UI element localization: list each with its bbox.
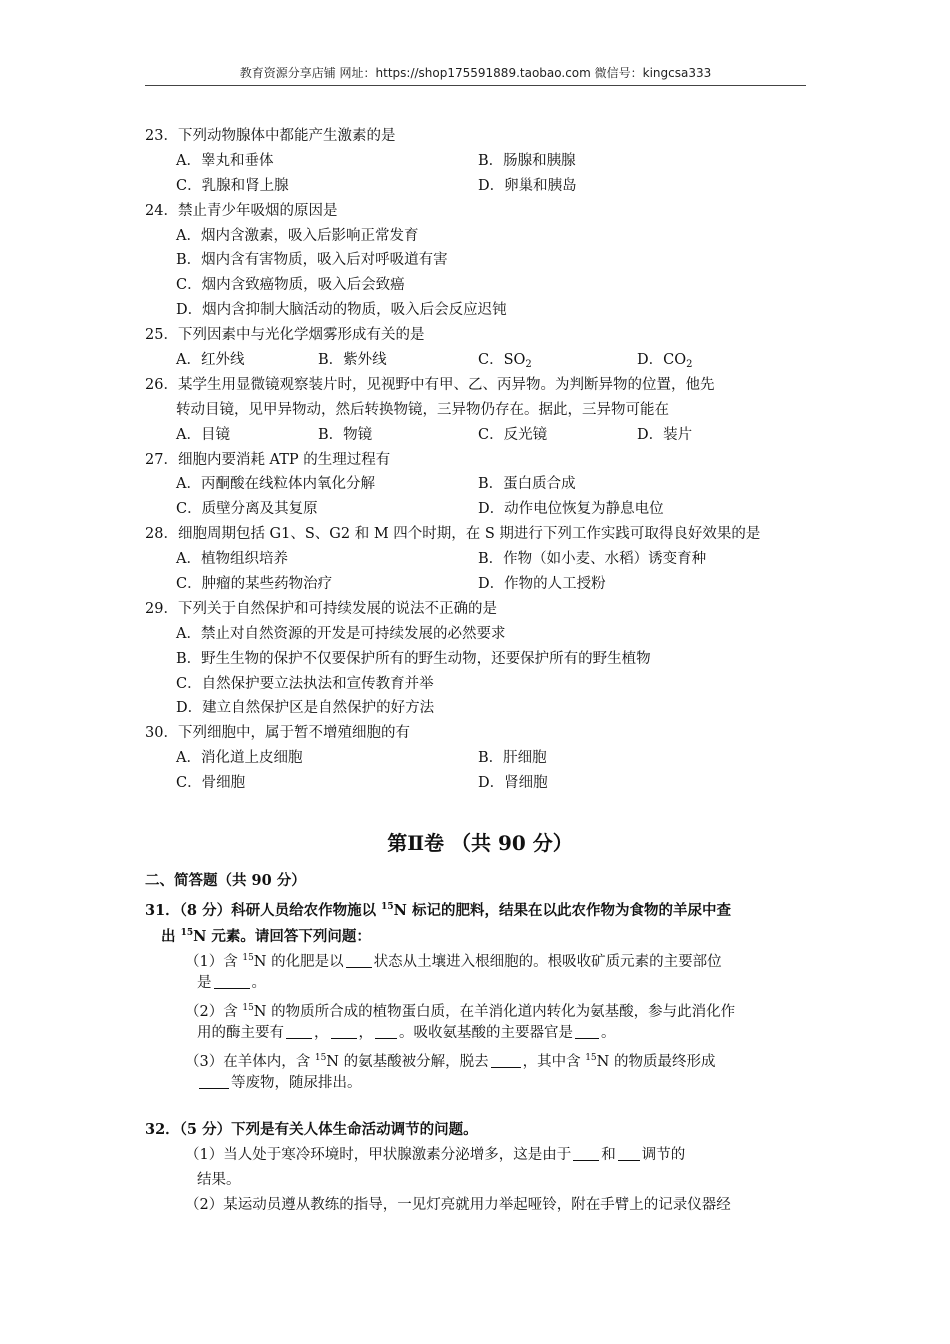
answer-blank[interactable]: [331, 1024, 357, 1039]
question-31-part3-line2: [145, 1071, 815, 1096]
question-30-options-row1: [145, 746, 815, 771]
q31-p2-d: 。吸收氨基酸的主要器官是: [399, 1024, 573, 1041]
option-30-b: B．肝细胞: [478, 750, 547, 767]
q31-p1-e: 。: [251, 974, 266, 991]
question-26-options: [145, 423, 815, 448]
option-29-c: C．自然保护要立法执法和宣传教育并举: [176, 675, 434, 692]
question-29-stem: 29．下列关于自然保护和可持续发展的说法不正确的是: [145, 600, 497, 617]
option-25-b: B．紫外线: [318, 352, 387, 369]
option-29-a: A．禁止对自然资源的开发是可持续发展的必然要求: [176, 625, 506, 642]
option-26-b: B．物镜: [318, 426, 373, 443]
option-30-c: C．骨细胞: [176, 775, 246, 792]
q31-p2-e: 。: [601, 1024, 616, 1041]
q31-p1-c: 状态从土壤进入根细胞的。根吸收矿质元素的主要部位: [373, 954, 722, 971]
option-28-a: A．植物组织培养: [176, 551, 288, 568]
option-24-a: A．烟内含激素，吸入后影响正常发育: [176, 227, 419, 244]
q31-p3-d: N 的物质最终形成: [596, 1053, 716, 1070]
option-24-d: D．烟内含抑制大脑活动的物质，吸入后会反应迟钝: [176, 302, 507, 319]
q31-p2-a: （2）含: [185, 1003, 243, 1020]
answer-blank[interactable]: [491, 1053, 521, 1068]
option-29-b: B．野生生物的保护不仅要保护所有的野生动物，还要保护所有的野生植物: [176, 650, 651, 667]
option-30-d: D．肾细胞: [478, 775, 548, 792]
question-30-stem: 30．下列细胞中，属于暂不增殖细胞的有: [145, 725, 410, 742]
answer-blank[interactable]: [199, 1074, 229, 1089]
option-25-c-text: C．SO: [478, 352, 526, 369]
question-31-head-line2: [145, 920, 815, 946]
q31-p3-sup: 15: [314, 1052, 327, 1063]
q32-p1-b: 和: [601, 1147, 616, 1164]
question-25-stem: 25．下列因素中与光化学烟雾形成有关的是: [145, 327, 425, 344]
option-23-b: B．肠腺和胰腺: [478, 152, 576, 169]
option-27-b: B．蛋白质合成: [478, 476, 576, 493]
q31-head2-b: N 元素。请回答下列问题：: [193, 928, 371, 946]
question-32-head: 32．（5 分）下列是有关人体生命活动调节的问题。: [145, 1121, 478, 1139]
answer-blank[interactable]: [618, 1146, 640, 1161]
section-2-heading: 二、简答题（共 90 分）: [145, 872, 306, 890]
question-31-part3-line1: [145, 1046, 815, 1071]
q31-head1-sup: 15: [381, 902, 394, 913]
q31-head2-sup: 15: [180, 928, 194, 939]
answer-blank[interactable]: [346, 953, 372, 968]
option-23-a: A．睾丸和垂体: [176, 152, 274, 169]
part-2-title: 第Ⅱ卷 （共 90 分）: [387, 831, 573, 856]
question-25-options: [145, 348, 815, 373]
question-27-options-row1: [145, 472, 815, 497]
question-31-part2-line1: [145, 996, 815, 1021]
q31-p3-c: ，其中含: [522, 1053, 586, 1070]
option-23-d: D．卵巢和胰岛: [478, 177, 577, 194]
question-30-options-row2: [145, 771, 815, 796]
question-26-stem-line2: 转动目镜，见甲异物动，然后转换物镜，三异物仍存在。据此，三异物可能在: [176, 401, 669, 418]
question-32-part1-line2: 结果。: [197, 1172, 241, 1189]
option-26-a: A．目镜: [176, 426, 230, 443]
question-23-options-row1: [145, 149, 815, 174]
question-31-part2-line2: [145, 1021, 815, 1046]
page-header: 教育资源分享店铺 网址：https://shop175591889.taobao.com 微信号：kingcsa333: [145, 64, 806, 86]
question-23-options-row2: [145, 174, 815, 199]
option-27-a: A．丙酮酸在线粒体内氧化分解: [176, 476, 375, 493]
question-28-options-row1: [145, 547, 815, 572]
q32-p1-c: 调节的: [641, 1147, 686, 1164]
question-27-stem: 27．细胞内要消耗 ATP 的生理过程有: [145, 451, 391, 468]
question-32-part2-line1: （2）某运动员遵从教练的指导，一见灯亮就用力举起哑铃，附在手臂上的记录仪器经: [185, 1197, 731, 1214]
answer-blank[interactable]: [286, 1024, 312, 1039]
option-29-d: D．建立自然保护区是自然保护的好方法: [176, 700, 435, 717]
q31-head1-a: 31．（8 分）科研人员给农作物施以: [145, 902, 382, 920]
option-25-a: A．红外线: [176, 352, 245, 369]
option-27-c: C．质壁分离及其复原: [176, 501, 318, 518]
q31-p2-sep: ，: [314, 1024, 329, 1041]
q31-p3-b: N 的氨基酸被分解，脱去: [326, 1053, 489, 1070]
answer-blank[interactable]: [375, 1024, 397, 1039]
question-27-options-row2: [145, 497, 815, 522]
question-28-options-row2: [145, 572, 815, 597]
question-31-head-line1: [145, 894, 815, 920]
option-26-d: D．装片: [637, 426, 693, 443]
question-32-part1-line1: [145, 1143, 815, 1168]
question-31-part1-line1: [145, 946, 815, 971]
answer-blank[interactable]: [214, 974, 250, 989]
q32-p1-a: （1）当人处于寒冷环境时，甲状腺激素分泌增多，这是由于: [185, 1147, 572, 1164]
question-31-part1-line2: [145, 971, 815, 996]
option-30-a: A．消化道上皮细胞: [176, 750, 303, 767]
q31-p3-sup2: 15: [585, 1052, 597, 1063]
option-25-d-subscript: 2: [686, 359, 693, 371]
option-23-c: C．乳腺和肾上腺: [176, 177, 289, 194]
spacer: [145, 1095, 815, 1117]
q31-p1-a: （1）含: [185, 954, 243, 971]
option-25-d-text: D．CO: [637, 352, 687, 369]
option-28-c: C．肿瘤的某些药物治疗: [176, 576, 333, 593]
option-26-c: C．反光镜: [478, 426, 548, 443]
question-24-stem: 24．禁止青少年吸烟的原因是: [145, 202, 338, 219]
q31-p3-a: （3）在羊体内，含: [185, 1053, 315, 1070]
option-28-b: B．作物（如小麦、水稻）诱变育种: [478, 551, 707, 568]
q31-head1-b: N 标记的肥料，结果在以此农作物为食物的羊尿中查: [393, 902, 731, 920]
q31-p1-b: N 的化肥是以: [253, 954, 344, 971]
q31-p3-e: 等废物，随尿排出。: [231, 1074, 362, 1091]
q31-p2-c: 用的酶主要有: [197, 1024, 284, 1041]
option-27-d: D．动作电位恢复为静息电位: [478, 501, 664, 518]
option-28-d: D．作物的人工授粉: [478, 576, 606, 593]
q31-head2-a: 出: [161, 928, 181, 946]
option-24-b: B．烟内含有害物质，吸入后对呼吸道有害: [176, 252, 448, 269]
question-28-stem: 28．细胞周期包括 G1、S、G2 和 M 四个时期，在 S 期进行下列工作实践可取得良好效果的是: [145, 526, 761, 543]
answer-blank[interactable]: [575, 1024, 599, 1039]
q31-p1-sup: 15: [242, 953, 254, 964]
q31-p2-b: N 的物质所合成的植物蛋白质，在羊消化道内转化为氨基酸，参与此消化作: [253, 1003, 736, 1020]
exam-content: [145, 124, 815, 1218]
question-26-stem-line1: 26．某学生用显微镜观察装片时，见视野中有甲、乙、丙异物。为判断异物的位置，他先: [145, 376, 715, 393]
option-25-c-subscript: 2: [525, 359, 532, 371]
q31-p2-sup: 15: [242, 1002, 254, 1013]
option-24-c: C．烟内含致癌物质，吸入后会致癌: [176, 277, 405, 294]
question-23-stem: 23．下列动物腺体中都能产生激素的是: [145, 128, 396, 144]
answer-blank[interactable]: [573, 1146, 599, 1161]
q31-p2-sep: ，: [358, 1024, 373, 1041]
q31-p1-d: 是: [197, 974, 212, 991]
